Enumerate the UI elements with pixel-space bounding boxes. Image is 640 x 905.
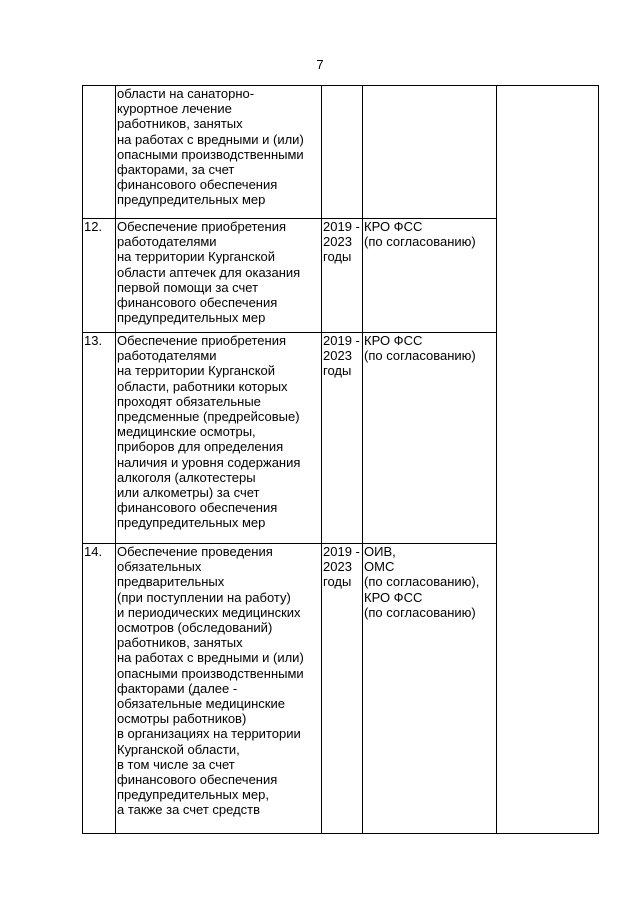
period-cell-line: 2023 <box>323 348 352 364</box>
table-body <box>83 86 599 834</box>
measure-name-cell-line: осмотры работников) <box>117 711 247 727</box>
executor-cell-line: (по согласованию) <box>364 604 476 620</box>
measure-name-cell-line: опасными производственными <box>117 146 304 162</box>
executor-cell-line: (по согласованию) <box>364 348 476 364</box>
executor-cell <box>363 544 497 834</box>
measure-name-cell-line: наличия и уровня содержания <box>117 454 301 470</box>
measure-name-cell-line: и периодических медицинских <box>117 604 301 620</box>
measure-name-cell-line: работников, занятых <box>117 635 243 651</box>
executor-cell <box>363 86 497 219</box>
period-cell <box>322 333 363 544</box>
measure-name-cell-line: финансового обеспечения <box>117 500 278 516</box>
measure-name-cell-line: работодателями <box>117 348 217 364</box>
measure-name-cell-line: факторами, за счет <box>117 162 235 178</box>
executor-cell-line: (по согласованию), <box>364 574 480 590</box>
executor-cell <box>363 219 497 333</box>
measure-name-cell-line: факторами (далее - <box>117 680 238 696</box>
period-cell-line: 2019 - <box>323 544 360 559</box>
measures-table <box>82 85 599 834</box>
measure-name-cell-line: финансового обеспечения <box>117 177 278 193</box>
period-cell-line: годы <box>323 574 352 590</box>
table-row <box>83 86 599 219</box>
measure-name-cell-line: финансового обеспечения <box>117 772 278 788</box>
row-number-cell <box>83 86 116 219</box>
executor-cell-line: КРО ФСС <box>364 589 423 605</box>
measure-name-cell-line: или алкометры) за счет <box>117 485 260 501</box>
measure-name-cell-line: алкоголя (алкотестеры <box>117 469 256 485</box>
measure-name-cell-line: приборов для определения <box>117 439 284 455</box>
measure-name-cell-line: на работах с вредными и (или) <box>117 650 304 666</box>
measure-name-cell <box>116 333 322 544</box>
row-number-cell: 14. <box>83 544 116 834</box>
measure-name-cell-line: первой помощи за счет <box>117 279 259 295</box>
measure-name-cell-line: обязательные медицинские <box>117 696 285 712</box>
period-cell-line: 2023 <box>323 234 352 250</box>
measure-name-cell-line: предупредительных мер <box>117 192 266 208</box>
measure-name-cell-line: а также за счет средств <box>117 802 261 818</box>
page-number: 7 <box>316 57 324 72</box>
executor-cell <box>363 333 497 544</box>
measure-name-cell-line: предупредительных мер, <box>117 787 269 803</box>
executor-cell-line: КРО ФСС <box>364 219 423 234</box>
measure-name-cell-line: Обеспечение приобретения <box>117 333 287 348</box>
measure-name-cell <box>116 544 322 834</box>
measure-name-cell-line: работодателями <box>117 234 217 250</box>
measure-name-cell-line: опасными производственными <box>117 665 304 681</box>
measure-name-cell-line: Обеспечение приобретения <box>117 219 287 234</box>
measure-name-cell-line: предупредительных мер <box>117 515 266 531</box>
row-number-cell: 12. <box>83 219 116 333</box>
measure-name-cell-line: области, работники которых <box>117 378 288 394</box>
measure-name-cell-line: предупредительных мер <box>117 310 266 326</box>
period-cell-line: 2023 <box>323 559 352 575</box>
period-cell <box>322 86 363 219</box>
period-cell-line: годы <box>323 249 352 265</box>
measure-name-cell-line: на территории Курганской <box>117 249 276 265</box>
measure-name-cell-line: области на санаторно- <box>117 86 255 101</box>
period-cell-line: 2019 - <box>323 219 360 234</box>
executor-cell-line: (по согласованию) <box>364 234 476 250</box>
measure-name-cell-line: области аптечек для оказания <box>117 264 301 280</box>
measure-name-cell-line: Обеспечение проведения <box>117 544 273 559</box>
measure-name-cell <box>116 86 322 219</box>
period-cell-line: 2019 - <box>323 333 360 348</box>
measure-name-cell-line: на территории Курганской <box>117 363 276 379</box>
measure-name-cell-line: в том числе за счет <box>117 756 235 772</box>
executor-cell-line: ОМС <box>364 559 395 575</box>
measure-name-cell-line: предсменные (предрейсовые) <box>117 409 300 425</box>
measure-name-cell-line: курортное лечение <box>117 101 232 117</box>
period-cell-line: годы <box>323 363 352 379</box>
extra-cell <box>497 86 599 834</box>
period-cell <box>322 219 363 333</box>
measure-name-cell-line: медицинские осмотры, <box>117 424 256 440</box>
row-number-cell: 13. <box>83 333 116 544</box>
executor-cell-line: ОИВ, <box>364 544 396 559</box>
measure-name-cell-line: (при поступлении на работу) <box>117 589 291 605</box>
measure-name-cell-line: предварительных <box>117 574 225 590</box>
measure-name-cell-line: в организациях на территории <box>117 726 301 742</box>
measure-name-cell-line: финансового обеспечения <box>117 295 278 311</box>
executor-cell-line: КРО ФСС <box>364 333 423 348</box>
measure-name-cell-line: на работах с вредными и (или) <box>117 131 304 147</box>
measure-name-cell <box>116 219 322 333</box>
measure-name-cell-line: обязательных <box>117 559 202 575</box>
measure-name-cell-line: осмотров (обследований) <box>117 620 273 636</box>
measure-name-cell-line: проходят обязательные <box>117 393 261 409</box>
period-cell <box>322 544 363 834</box>
measure-name-cell-line: Курганской области, <box>117 741 240 757</box>
measure-name-cell-line: работников, занятых <box>117 116 243 132</box>
